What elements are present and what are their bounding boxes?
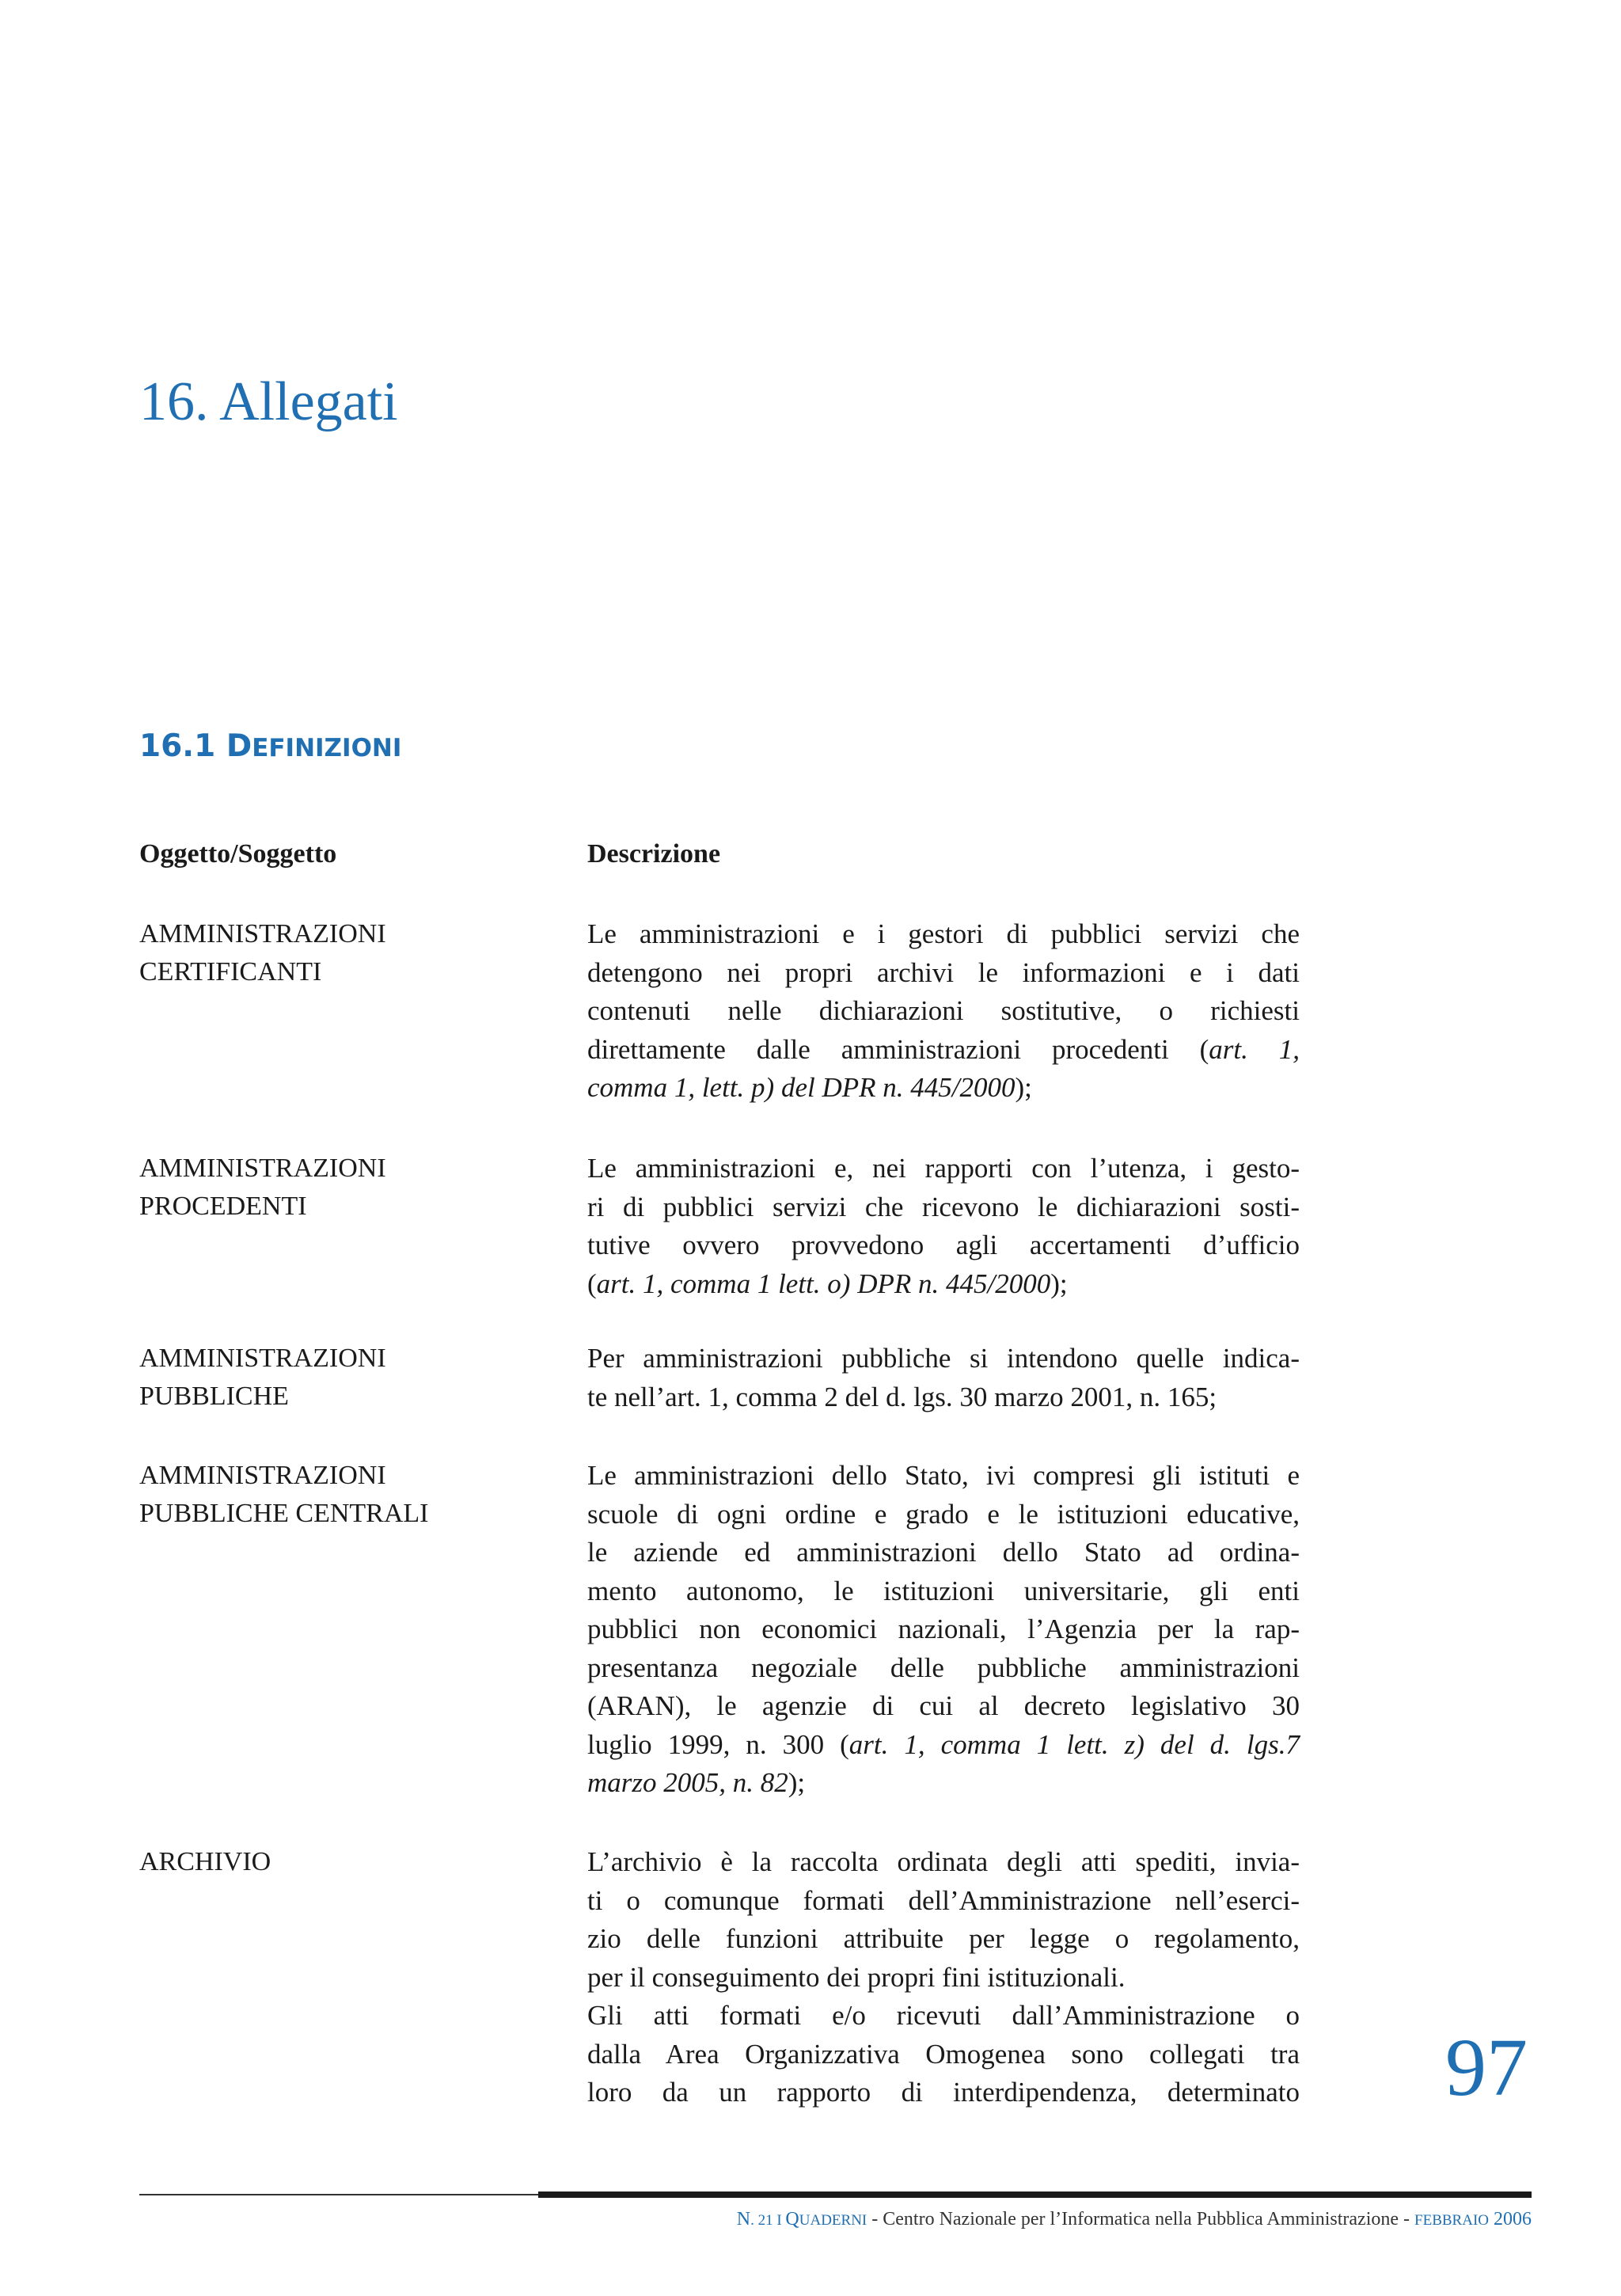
- section-title: [139, 728, 401, 764]
- definition-term: ARCHIVIO: [139, 1847, 271, 1876]
- definition-description: Le amministrazioni dello Stato, ivi compresi gli istituti e scuole di ogni ordine e grado e le istituzioni educative, le aziende ed amministrazioni dello Stato ad ordina- mento autonomo, le istituzioni universitarie, gli enti pubblici non economici nazionali, l’Agenzia per la rap- presentanza negoziale delle pubbliche amministrazioni (ARAN), le agenzie di cui al decreto legislativo 30 luglio 1999, n. 300 (art. 1, comma 1 lett. z) del d. lgs.7 marzo 2005, n. 82);: [587, 1460, 1300, 1798]
- footer-rule-thick: [538, 2191, 1532, 2198]
- definition-description: L’archivio è la raccolta ordinata degli atti spediti, invia- ti o comunque formati dell’Amministrazione nell’eserci- zio delle funzioni attribuite per legge o regolamento, per il conseguimento dei propri fini istituzionali. Gli atti formati e/o ricevuti dall’Amministrazione o dalla Area Organizzativa Omogenea sono collegati tra loro da un rapporto di interdipendenza, determinato: [587, 1846, 1300, 2108]
- section-number: 16.1: [139, 728, 216, 764]
- definition-description: Per amministrazioni pubbliche si intendono quelle indica- te nell’art. 1, comma 2 del d. lgs. 30 marzo 2001, n. 165;: [587, 1343, 1300, 1412]
- definition-term: AMMINISTRAZIONI PUBBLICHE: [139, 1344, 386, 1411]
- section-title-initial: D: [226, 728, 252, 764]
- definition-description: Le amministrazioni e, nei rapporti con l’utenza, i gesto- ri di pubblici servizi che ricevono le dichiarazioni sosti- tutive ovvero provvedono agli accertamenti d’ufficio (art. 1, comma 1 lett. o) DPR n. 445/2000);: [587, 1153, 1300, 1299]
- footer-publisher: Centro Nazionale per l’Informatica nella Pubblica Amministrazione: [883, 2209, 1399, 2229]
- definition-term: AMMINISTRAZIONI PROCEDENTI: [139, 1154, 386, 1221]
- footer-rule-thin: [139, 2194, 538, 2195]
- footer-issue: N. 21 I QUADERNI: [736, 2209, 867, 2229]
- definition-term: AMMINISTRAZIONI CERTIFICANTI: [139, 919, 386, 986]
- page-footer: N. 21 I QUADERNI - Centro Nazionale per l’Informatica nella Pubblica Amministrazione - FEBBRAIO 2006: [736, 2209, 1532, 2229]
- column-header-description: Descrizione: [587, 839, 721, 869]
- column-header-subject: Oggetto/Soggetto: [139, 839, 337, 869]
- definition-term: AMMINISTRAZIONI PUBBLICHE CENTRALI: [139, 1461, 429, 1528]
- chapter-title: 16. Allegati: [139, 371, 398, 432]
- definition-description: Le amministrazioni e i gestori di pubblici servizi che detengono nei propri archivi le informazioni e i dati contenuti nelle dichiarazioni sostitutive, o richiesti direttamente dalle amministrazioni procedenti (art. 1, comma 1, lett. p) del DPR n. 445/2000);: [587, 918, 1300, 1103]
- page-number: 97: [1445, 2022, 1528, 2113]
- section-title-rest: EFINIZIONI: [252, 734, 402, 762]
- footer-date: FEBBRAIO 2006: [1414, 2209, 1532, 2229]
